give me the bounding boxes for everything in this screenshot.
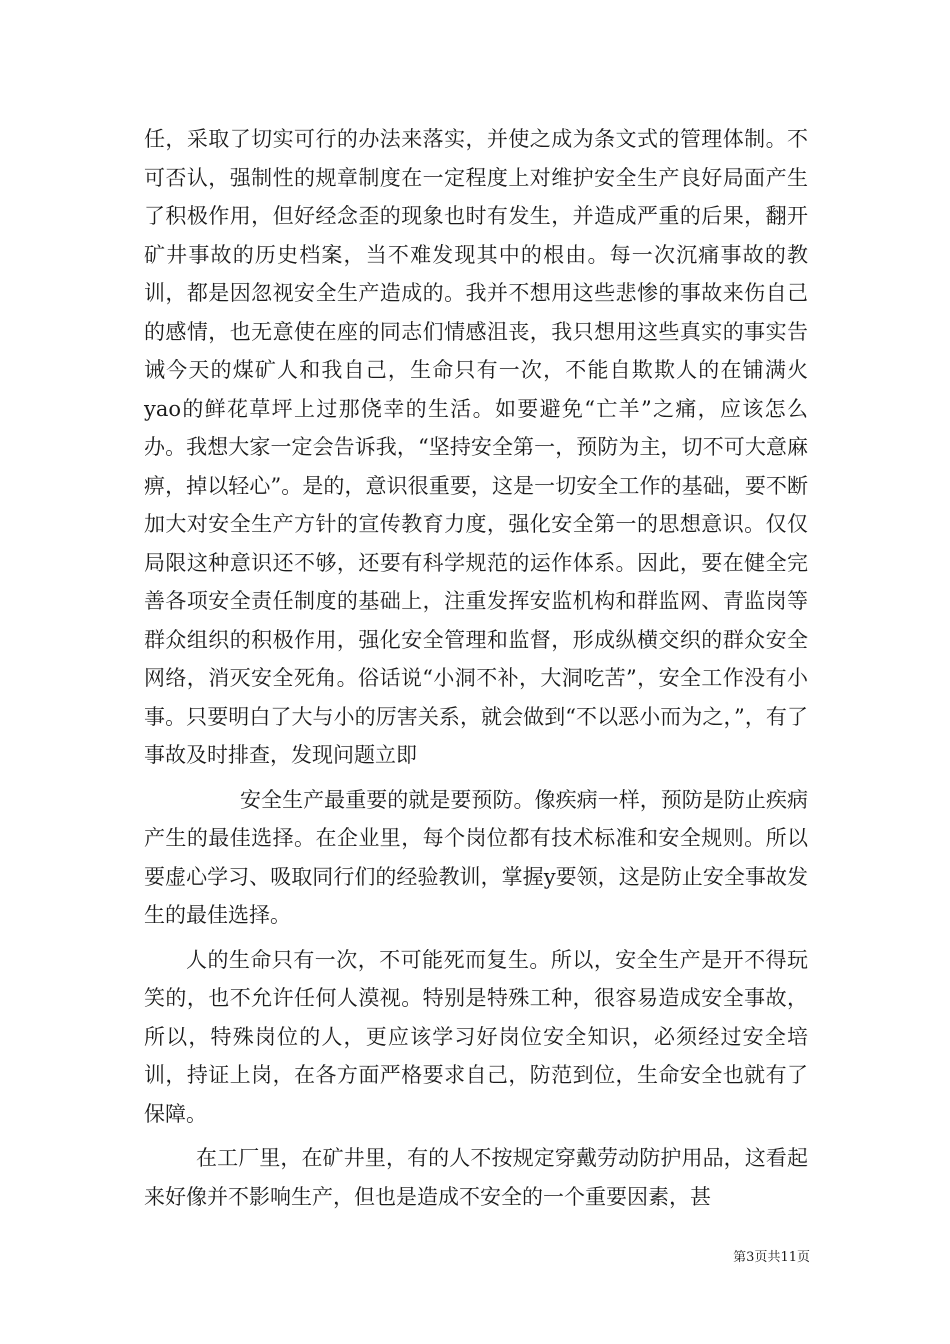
- body-text: [144, 120, 808, 1216]
- paragraph-3: 人的生命只有一次，不可能死而复生。所以，安全生产是开不得玩笑的，也不允许任何人漠视。特别是特殊工种，很容易造成安全事故，所以，特殊岗位的人，更应该学习好岗位安全知识，必须经过安全培训，持证上岗，在各方面严格要求自己，防范到位，生命安全也就有了保障。: [144, 947, 808, 1126]
- paragraph-1: 任，采取了切实可行的办法来落实，并使之成为条文式的管理体制。不可否认，强制性的规章制度在一定程度上对维护安全生产良好局面产生了积极作用，但好经念歪的现象也时有发生，并造成严重的后果，翻开矿井事故的历史档案，当不难发现其中的根由。每一次沉痛事故的教训，都是因忽视安全生产造成的。我并不想用这些悲惨的事故来伤自己的感情，也无意使在座的同志们情感沮丧，我只想用这些真实的事实告诫今天的煤矿人和我自己，生命只有一次，不能自欺欺人的在铺满火yao的鲜花草坪上过那侥幸的生活。如要避免“亡羊”之痛，应该怎么办。我想大家一定会告诉我，“坚持安全第一，预防为主，切不可大意麻痹，掉以轻心”。是的，意识很重要，这是一切安全工作的基础，要不断加大对安全生产方针的宣传教育力度，强化安全第一的思想意识。仅仅局限这种意识还不够，还要有科学规范的运作体系。因此，要在健全完善各项安全责任制度的基础上，注重发挥安监机构和群监网、青监岗等群众组织的积极作用，强化安全管理和监督，形成纵横交织的群众安全网络，消灭安全死角。俗话说“小洞不补，大洞吃苦”，安全工作没有小事。只要明白了大与小的厉害关系，就会做到“不以恶小而为之，”，有了事故及时排查，发现问题立即: [144, 127, 808, 767]
- page-number: 第3页共11页: [733, 1250, 810, 1265]
- paragraph-2: 安全生产最重要的就是要预防。像疾病一样，预防是防止疾病产生的最佳选择。在企业里，每个岗位都有技术标准和安全规则。所以要虚心学习、吸取同行们的经验教训，掌握y要领，这是防止安全事故发生的最佳选择。: [144, 787, 808, 927]
- paragraph-4: 在工厂里，在矿井里，有的人不按规定穿戴劳动防护用品，这看起来好像并不影响生产，但也是造成不安全的一个重要因素，甚: [144, 1146, 808, 1209]
